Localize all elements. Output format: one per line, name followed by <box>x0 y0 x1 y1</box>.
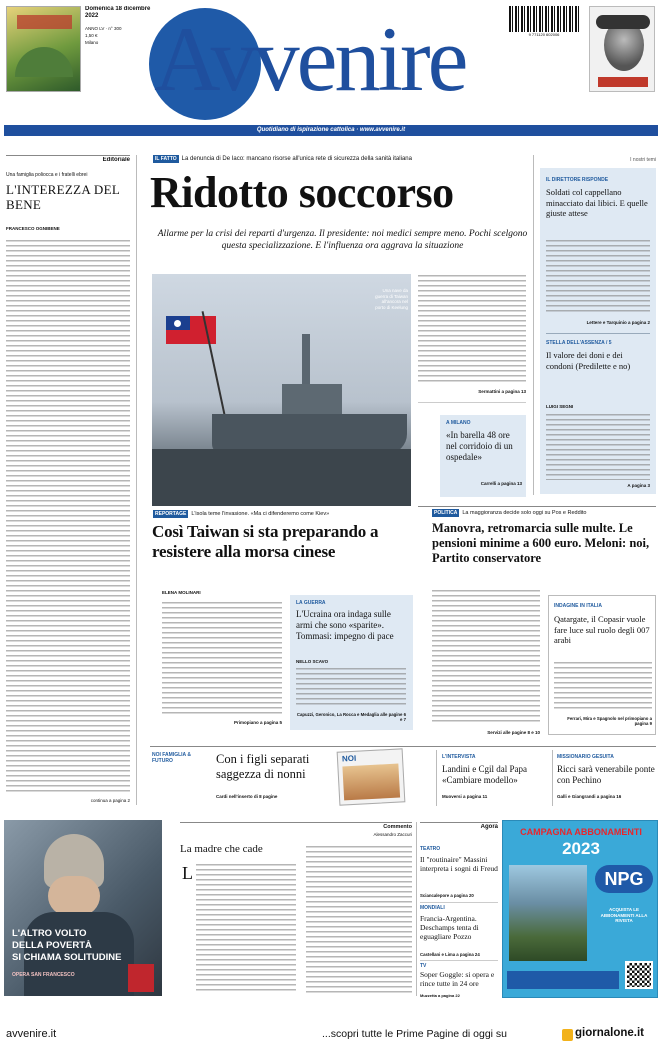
agora-t3-byline: Muzzetta a pagina 22 <box>420 993 460 998</box>
promo-line3: SI CHIAMA SOLITUDINE <box>12 952 122 963</box>
taiwan-body <box>162 602 282 717</box>
strip-tag: NOI FAMIGLIA & FUTURO <box>152 752 191 764</box>
agora-t1-byline: Sciancalepore a pagina 20 <box>420 893 474 898</box>
taiwan-kicker: REPORTAGE L'isola teme l'invasione. «Ma ci difenderemo come Kiev» <box>155 511 330 517</box>
interview-headline: Landini e Cgil dal Papa «Cambiare modello» <box>442 764 527 785</box>
barcode-number: 9 771120 602006 <box>528 32 560 37</box>
sidebar-item2-body <box>546 414 650 480</box>
taiwan-headline: Così Taiwan si sta preparando a resistere alla morsa cinese <box>152 522 379 561</box>
insert-label: NOI <box>341 753 357 764</box>
sidebar-item1-kicker: IL DIRETTORE RISPONDE <box>546 177 609 183</box>
inquiry-byline: Ferrari, Mira e Spagnolo nel primopiano a pagina 9 <box>567 716 652 726</box>
politics-headline: Manovra, retromarcia sulle multe. Le pensioni minime a 600 euro. Meloni: noi, Partito conservatore <box>432 521 650 565</box>
taiwan-tag: REPORTAGE <box>155 511 187 517</box>
comment-title: La madre che cade <box>180 843 263 855</box>
tagline: Quotidiano di ispirazione cattolica · www.avvenire.it <box>256 127 406 133</box>
agora-t2-headline: Francia-Argentina. Deschamps tenta di eguagliare Pozzo <box>420 914 479 941</box>
sidebar-item2-headline: Il valore dei doni e dei condoni (Predilette e no) <box>546 350 631 371</box>
politics-kicker: POLITICA La maggioranza decide solo oggi su Pos e Reddito <box>434 510 587 516</box>
promo-small: OPERA SAN FRANCESCO <box>12 972 75 978</box>
lead-body <box>418 275 526 385</box>
promo-logo <box>128 964 154 992</box>
comment-body-1 <box>196 864 296 994</box>
comment-label: Commento <box>383 824 412 830</box>
war-author: NELLO SCAVO <box>296 659 329 664</box>
footer-left[interactable]: avvenire.it <box>6 1028 57 1040</box>
comment-dropcap: L <box>182 864 193 882</box>
milan-byline: Carrelli a pagina 13 <box>480 481 522 486</box>
sidebar-item1-body <box>546 240 650 315</box>
lead-tag: IL FATTO <box>155 156 177 162</box>
barcode <box>509 6 579 32</box>
ad-photo <box>509 865 587 961</box>
politics-byline: Servizi alle pagine 8 e 10 <box>487 730 540 735</box>
inquiry-kicker: INDAGINE IN ITALIA <box>554 603 602 609</box>
interview-tag: L'INTERVISTA <box>442 754 476 760</box>
editorial-sub: Una famiglia poliocca e i fratelli ebrei <box>6 172 88 178</box>
footer-brand[interactable]: giornalone.it <box>575 1027 644 1039</box>
editorial-title: L'INTEREZZA DEL BENE <box>6 182 120 212</box>
ad-title: CAMPAGNA ABBONAMENTI <box>520 827 642 837</box>
lead-byline: Sermattini a pagina 13 <box>478 389 526 394</box>
taiwan-photo-caption: Una nave da guerra di Taiwan all'ancora nel porto di Keelung <box>375 288 408 310</box>
sidebar-label: I nostri temi <box>630 157 656 163</box>
masthead <box>4 4 658 136</box>
inquiry-body <box>554 662 652 712</box>
war-body <box>296 668 406 708</box>
lead-headline: Ridotto soccorso <box>150 168 454 217</box>
promo-line2: DELLA POVERTÀ <box>12 940 92 951</box>
city: Milano <box>85 40 99 45</box>
politics-body <box>432 590 540 725</box>
editorial-author: FRANCESCO OGNIBENE <box>6 226 60 231</box>
milan-quote: «In barella 48 ore nel corridoio di un ospedale» <box>446 430 513 462</box>
strip-headline: Con i figli separati saggezza di nonni <box>216 752 310 781</box>
insert-thumbnail <box>337 748 406 805</box>
ad-year: 2023 <box>562 839 600 858</box>
agora-t2-byline: Castellani e Lima a pagina 24 <box>420 952 480 957</box>
taiwan-continues: Primopiano a pagina 5 <box>233 720 282 725</box>
agora-label: Agorà <box>480 824 498 830</box>
strip-byline: Cardi nell'inserto di 8 pagine <box>216 794 278 799</box>
sidebar-item2-author: LUIGI SEGNI <box>546 404 574 409</box>
ad-footer-bar <box>507 971 619 989</box>
footer-right: ...scopri tutte le Prime Pagine di oggi su <box>322 1028 508 1040</box>
sidebar-item2-kicker: STELLA DELL'ASSENZA / 5 <box>546 340 612 346</box>
date-line: Domenica 18 dicembre 2022 <box>85 6 151 19</box>
taiwan-author: ELENA MOLINARI <box>162 590 201 595</box>
war-kicker: LA GUERRA <box>296 600 326 606</box>
giornalone-icon <box>562 1029 573 1041</box>
milan-kicker: A MILANO <box>446 420 471 426</box>
editorial-continues: continua a pagina 2 <box>90 798 130 803</box>
issue-number: ANNO LV · n° 300 <box>85 26 122 31</box>
sidebar-item1-byline: Lettere e Tarquinio a pagina 2 <box>586 320 650 325</box>
price: 1,50 € <box>85 33 98 38</box>
book-promo-image <box>6 6 81 92</box>
masthead-title: Avvenire <box>154 10 466 108</box>
comment-body-2 <box>306 846 412 994</box>
qr-code <box>625 961 653 989</box>
interview-byline: Muoversi a pagina 11 <box>442 794 488 799</box>
mission-tag: MISSIONARIO GESUITA <box>557 754 614 760</box>
agora-t1-kicker: TEATRO <box>420 846 441 852</box>
editorial-body <box>6 240 130 795</box>
mission-byline: Galli e Giangrandi a pagina 16 <box>557 794 622 799</box>
mission-headline: Ricci sarà venerabile ponte con Pechino <box>557 764 655 785</box>
sidebar-item1-headline: Soldati col cappellano minacciato dai libici. E quelle giuste attese <box>546 187 648 218</box>
ad-brand: NPG <box>595 865 653 893</box>
agora-t3-kicker: TV <box>420 963 427 969</box>
sidebar-item2-byline: A pagina 3 <box>627 483 650 488</box>
comment-author: Alessandro Zaccuri <box>373 832 412 837</box>
editorial-kicker: Editoriale <box>102 157 130 163</box>
politics-tag: POLITICA <box>434 510 458 516</box>
inquiry-headline: Qatargate, il Copasir vuole fare luce sul ruolo degli 007 arabi <box>554 614 650 645</box>
lead-deck: Allarme per la crisi dei reparti d'urgenza. Il presidente: noi medici sempre meno. Pochi scelgono questa specializzazione. E l'influenza ora aggrava la situazione <box>157 229 528 251</box>
promo-line1: L'ALTRO VOLTO <box>12 928 87 939</box>
ad-offer: ACQUISTA LE ABBONAMENTI ALLA RIVISTA <box>600 907 648 923</box>
subscription-ad <box>502 820 658 998</box>
war-headline: L'Ucraina ora indaga sulle armi che sono «sparite». Tommasi: impegno di pace <box>296 609 394 641</box>
portrait-image <box>589 6 655 92</box>
war-continues: Capuzzi, Geronico, La Rocca e Medaglia alle pagine 6 e 7 <box>296 712 406 722</box>
agora-t1-headline: Il "routinaire" Massini interpreta i sogni di Freud <box>420 855 498 873</box>
agora-t2-kicker: MONDIALI <box>420 905 445 911</box>
lead-kicker: IL FATTO La denuncia di De Iaco: mancano risorse all'unica rete di sicurezza della sanità italiana <box>155 156 412 162</box>
agora-t3-headline: Soper Goggle: si opera e rince tutte in 24 ore <box>420 971 495 988</box>
